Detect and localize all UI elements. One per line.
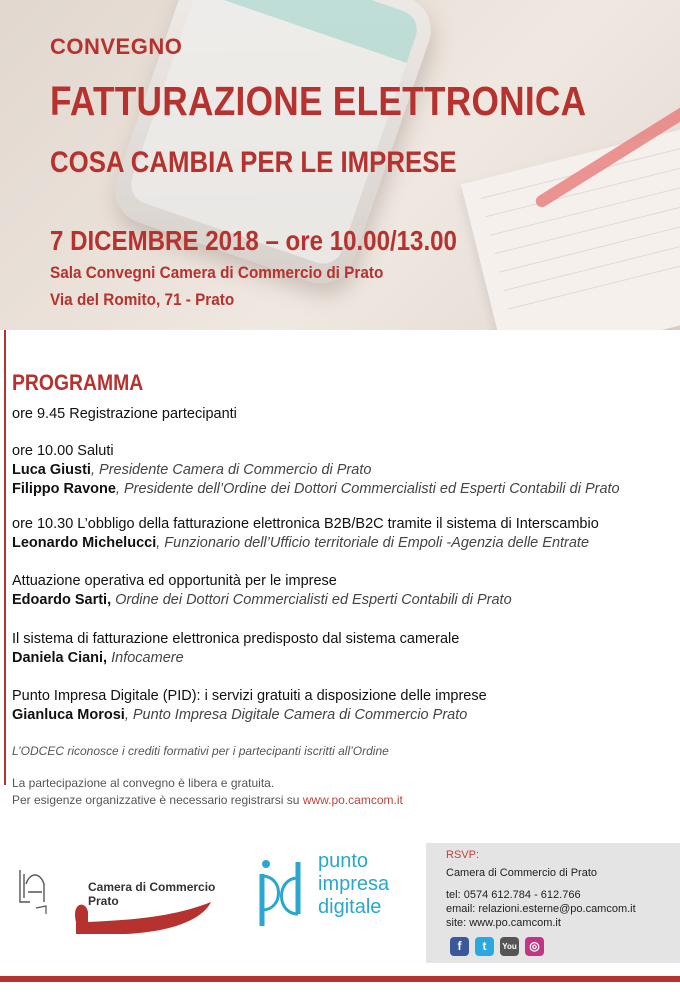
- speaker-role: , Presidente dell’Ordine dei Dottori Commercialisti ed Esperti Contabili di Prato: [115, 481, 620, 497]
- event-title: FATTURAZIONE ELETTRONICA: [50, 78, 587, 124]
- facebook-glyph: f: [457, 939, 462, 953]
- cc-line-2: Prato: [88, 894, 119, 908]
- speaker-line: [12, 706, 467, 724]
- speaker-name: Leonardo Michelucci: [12, 535, 157, 551]
- instagram-glyph: ◎: [529, 939, 540, 953]
- speaker-name: Daniela Ciani,: [12, 650, 108, 666]
- pid-logo-mark: [256, 858, 312, 928]
- event-address: Via del Romito, 71 - Prato: [50, 290, 235, 309]
- speaker-role: , Presidente Camera di Commercio di Prato: [90, 462, 372, 478]
- talk-item: Attuazione operativa ed opportunità per le imprese: [12, 573, 337, 589]
- twitter-glyph: t: [482, 939, 487, 953]
- accent-line: [4, 330, 6, 785]
- speaker-line: [12, 480, 620, 498]
- speaker-role: , Punto Impresa Digitale Camera di Commercio Prato: [124, 707, 468, 723]
- instagram-icon[interactable]: [525, 937, 544, 956]
- event-venue: Sala Convegni Camera di Commercio di Prato: [50, 263, 384, 282]
- talk-item: ore 10.30 L’obbligo della fatturazione elettronica B2B/B2C tramite il sistema di Interscambio: [12, 516, 599, 532]
- register-link[interactable]: www.po.camcom.it: [302, 793, 403, 807]
- youtube-glyph: You: [502, 942, 517, 951]
- talk-item: Il sistema di fatturazione elettronica predisposto dal sistema camerale: [12, 631, 460, 647]
- rsvp-box: [426, 843, 680, 963]
- speaker-line: [12, 461, 371, 479]
- register-note: [12, 793, 403, 807]
- pid-line-3: digitale: [318, 896, 382, 918]
- saluti-item: ore 10.00 Saluti: [12, 443, 114, 459]
- bottom-accent-bar: [0, 976, 680, 982]
- free-note: La partecipazione al convegno è libera e gratuita.: [12, 776, 275, 790]
- speaker-role: Ordine dei Dottori Commercialisti ed Esperti Contabili di Prato: [111, 592, 512, 608]
- facebook-icon[interactable]: [450, 937, 469, 956]
- registration-item: ore 9.45 Registrazione partecipanti: [12, 406, 237, 422]
- rsvp-org: Camera di Commercio di Prato: [446, 867, 597, 879]
- talk-item: Punto Impresa Digitale (PID): i servizi gratuiti a disposizione delle imprese: [12, 688, 487, 704]
- rsvp-label: RSVP:: [446, 849, 480, 861]
- speaker-line: [12, 534, 589, 552]
- event-type: CONVEGNO: [50, 34, 183, 59]
- speaker-name: Luca Giusti: [12, 462, 91, 478]
- rsvp-site: site: www.po.camcom.it: [446, 917, 561, 929]
- youtube-icon[interactable]: [500, 937, 519, 956]
- speaker-line: [12, 649, 184, 667]
- odcec-note: L’ODCEC riconosce i crediti formativi per i partecipanti iscritti all’Ordine: [12, 744, 389, 758]
- camera-commercio-name: [88, 880, 215, 908]
- speaker-role: Infocamere: [107, 650, 184, 666]
- twitter-icon[interactable]: [475, 937, 494, 956]
- pid-logo-text: [318, 850, 389, 919]
- pid-line-1: punto: [318, 850, 369, 872]
- rsvp-tel: tel: 0574 612.784 - 612.766: [446, 889, 581, 901]
- speaker-name: Gianluca Morosi: [12, 707, 125, 723]
- speaker-name: Edoardo Sarti,: [12, 592, 112, 608]
- event-subtitle: COSA CAMBIA PER LE IMPRESE: [50, 146, 457, 179]
- pid-line-2: impresa: [318, 873, 390, 895]
- speaker-name: Filippo Ravone: [12, 481, 116, 497]
- speaker-role: , Funzionario dell’Ufficio territoriale di Empoli -Agenzia delle Entrate: [156, 535, 590, 551]
- rsvp-email: email: relazioni.esterne@po.camcom.it: [446, 903, 636, 915]
- speaker-line: [12, 591, 512, 609]
- register-text: Per esigenze organizzative è necessario registrarsi su: [12, 793, 303, 807]
- cc-line-1: Camera di Commercio: [88, 880, 216, 894]
- event-date: 7 DICEMBRE 2018 – ore 10.00/13.00: [50, 225, 457, 256]
- program-heading: PROGRAMMA: [12, 370, 144, 395]
